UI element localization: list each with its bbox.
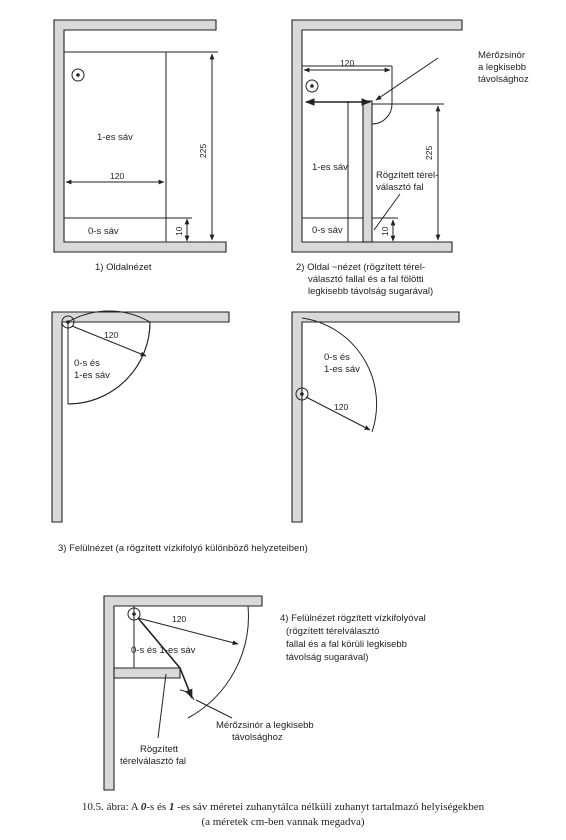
wall-arc xyxy=(180,690,194,700)
figure-caption-line-2: (a méretek cm-ben vannak megadva) xyxy=(201,816,365,828)
dim-height-label: 225 xyxy=(424,145,434,160)
measure-line-label-2: a legkisebb xyxy=(478,62,527,73)
panel-2-caption-3: legkisebb távolság sugarával) xyxy=(308,286,434,297)
zone-label-2: 1-es sáv xyxy=(324,364,360,375)
wall-label-1: Rögzített térel- xyxy=(376,170,439,181)
panel-1-side-view xyxy=(54,20,226,273)
panel-4-top-view-with-wall xyxy=(104,596,426,790)
measure-line-label-1: Mérőzsinór xyxy=(478,50,525,61)
zone-label-2: 1-es sáv xyxy=(74,370,110,381)
figure-caption-line-1 xyxy=(82,801,485,813)
wall-section xyxy=(52,312,229,522)
wall-label-pointer xyxy=(374,194,400,230)
wall-label-2: választó fal xyxy=(376,182,424,193)
panel-4-caption-4: távolság sugarával) xyxy=(286,652,369,663)
panel-3-caption: 3) Felülnézet (a rögzített vízkifolyó különböző helyzeteiben) xyxy=(58,543,308,554)
measure-line-label-1: Mérőzsinór a legkisebb xyxy=(216,720,314,731)
zone-label-1: 0-s és xyxy=(324,352,350,363)
dim-radius-label: 120 xyxy=(334,402,349,412)
wall-label-2: térelválasztó fal xyxy=(120,756,187,767)
radius-arc xyxy=(372,104,392,124)
panel-3b-top-view-wall xyxy=(292,312,459,522)
panel-2-side-view-with-wall xyxy=(292,20,529,297)
panel-4-caption-1: 4) Felülnézet rögzített vízkifolyóval xyxy=(280,613,426,624)
zone-label-1: 0-s és xyxy=(74,358,100,369)
dim-height-label: 225 xyxy=(198,143,208,158)
caption-prefix: 10.5. ábra: A xyxy=(81,801,141,813)
zone-0-label: 0-s sáv xyxy=(312,225,343,236)
dim-base-label: 10 xyxy=(174,226,184,236)
panel-2-caption-2: választó fallal és a fal fölötti xyxy=(308,274,424,285)
caption-rest: -es sáv méretei zuhanytálca nélküli zuhanyt tartalmazó helyiségekben xyxy=(174,801,485,813)
radius-boundary xyxy=(302,318,377,432)
panel-3a-top-view-corner xyxy=(52,311,229,522)
dim-width-label: 120 xyxy=(110,171,125,181)
measure-line-label-2: távolsághoz xyxy=(232,732,283,743)
panel-2-caption-1: 2) Oldal ~nézet (rögzített térel- xyxy=(296,262,426,273)
zone-1-label: 1-es sáv xyxy=(312,162,348,173)
zone-label: 0-s és 1-es sáv xyxy=(131,645,196,656)
panel-4-caption-3: fallal és a fal körüli legkisebb xyxy=(286,639,407,650)
caption-em-1: 1 xyxy=(168,801,175,813)
wall-label-pointer xyxy=(158,674,166,738)
wall-section xyxy=(54,20,226,252)
measure-line-pointer xyxy=(376,58,438,100)
zone-0-label: 0-s sáv xyxy=(88,226,119,237)
radius-line xyxy=(138,618,238,644)
dim-radius-label: 120 xyxy=(172,614,187,624)
dim-base-label: 10 xyxy=(380,226,390,236)
dim-width-label: 120 xyxy=(340,58,355,68)
radius-boundary xyxy=(134,606,248,718)
partition-wall xyxy=(114,668,180,678)
dim-radius-label: 120 xyxy=(104,330,119,340)
shower-head-center-icon xyxy=(76,73,80,77)
shower-head-center-icon xyxy=(132,612,136,616)
wall-label-1: Rögzített xyxy=(140,744,179,755)
caption-mid: -s és xyxy=(146,801,169,813)
panel-4-caption-2: (rögzített térelválasztó xyxy=(286,626,380,637)
zone-1-label: 1-es sáv xyxy=(97,132,133,143)
shower-head-center-icon xyxy=(66,320,70,324)
measure-line-label-3: távolsághoz xyxy=(478,74,529,85)
panel-1-caption: 1) Oldalnézet xyxy=(95,262,152,273)
wall-section xyxy=(292,20,462,252)
caption-em-0: 0 xyxy=(140,801,147,813)
partition-wall xyxy=(363,101,372,242)
shower-head-center-icon xyxy=(310,84,314,88)
shower-head-center-icon xyxy=(300,392,304,396)
